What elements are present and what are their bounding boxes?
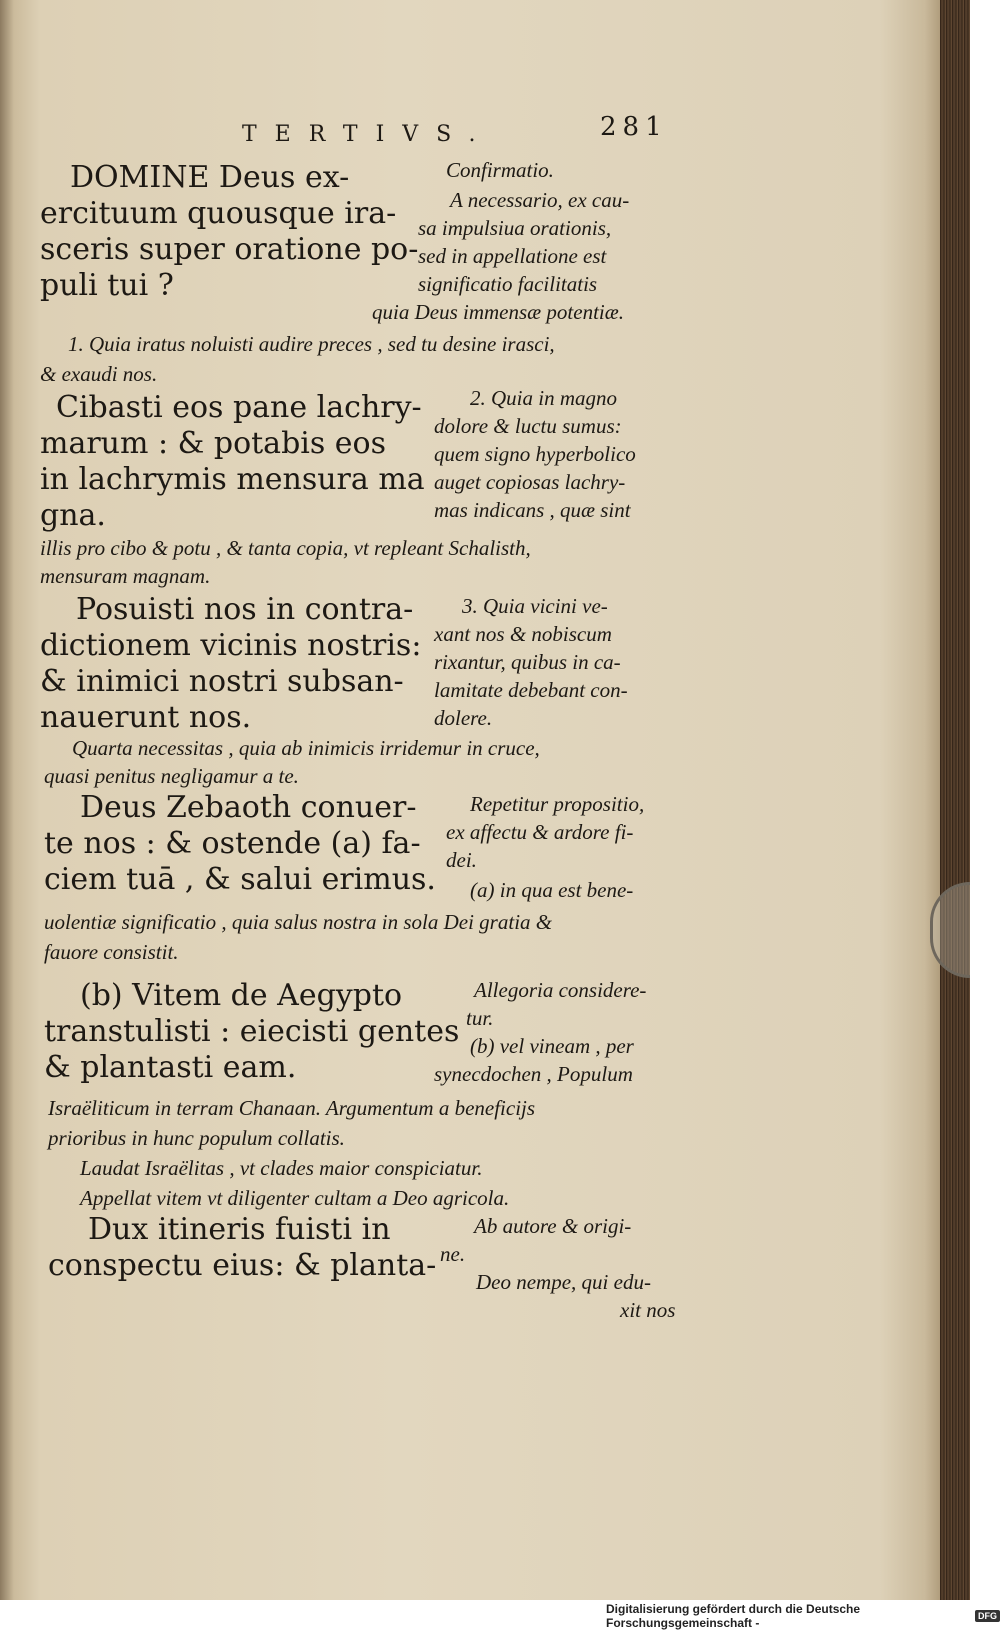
book-clasp [930, 882, 970, 978]
verse-line: Posuisti nos in contra- [76, 592, 414, 627]
verse-line: & plantasti eam. [44, 1050, 297, 1085]
gloss-line: Deo nempe, qui edu- [476, 1270, 651, 1294]
note-line: & exaudi nos. [40, 362, 158, 386]
gloss-line: dei. [446, 848, 477, 872]
verse-line: marum : & potabis eos [40, 426, 387, 461]
verse-line: nauerunt nos. [40, 700, 252, 735]
note-line: quasi penitus negligamur a te. [44, 764, 299, 788]
gloss-line: (a) in qua est bene- [470, 878, 634, 902]
note-line: illis pro cibo & potu , & tanta copia, vt repleant Schalisth, [40, 536, 531, 560]
gloss-line: ne. [440, 1242, 466, 1266]
verse-line: Cibasti eos pane lachry- [56, 390, 422, 425]
gloss-line: quem signo hyperbolico [434, 442, 636, 466]
gloss-line: ex affectu & ardore fi- [446, 820, 634, 844]
gloss-line: rixantur, quibus in ca- [434, 650, 621, 674]
verse-line: puli tui ? [40, 268, 174, 303]
gloss-line: dolore & luctu sumus: [434, 414, 622, 438]
verse-line: sceris super oratione po- [40, 232, 419, 267]
verse-line: ciem tuā , & salui erimus. [44, 862, 436, 897]
note-line: fauore consistit. [44, 940, 179, 964]
gloss-line: dolere. [434, 706, 493, 730]
gloss-line: quia Deus immensæ potentiæ. [372, 300, 624, 324]
page-edge [940, 0, 970, 1600]
verse-line: ercituum quousque ira- [40, 196, 397, 231]
note-line: Appellat vitem vt diligenter cultam a Deo agricola. [80, 1186, 510, 1210]
verse-line: te nos : & ostende (a) fa- [44, 826, 421, 861]
gloss-line: Confirmatio. [446, 158, 554, 182]
gloss-line: sa impulsiua orationis, [418, 216, 612, 240]
verse-line: dictionem vicinis nostris: [40, 628, 422, 663]
verse-line: Deus Zebaoth conuer- [80, 790, 417, 825]
gloss-line: A necessario, ex cau- [450, 188, 630, 212]
digitization-credit [606, 1602, 1000, 1630]
note-line: 1. Quia iratus noluisti audire preces , sed tu desine irasci, [68, 332, 555, 356]
gloss-line: Ab autore & origi- [474, 1214, 632, 1238]
running-title: TERTIVS. [242, 122, 494, 147]
dfg-logo-icon: DFG [975, 1610, 1000, 1622]
gloss-line: synecdochen , Populum [434, 1062, 633, 1086]
verse-line: in lachrymis mensura ma [40, 462, 425, 497]
verse-line: DOMINE Deus ex- [70, 160, 350, 195]
note-line: Quarta necessitas , quia ab inimicis irridemur in cruce, [72, 736, 540, 760]
note-line: uolentiæ significatio , quia salus nostra in sola Dei gratia & [44, 910, 553, 934]
note-line: mensuram magnam. [40, 564, 211, 588]
gloss-line: significatio facilitatis [418, 272, 598, 296]
verse-line: Dux itineris fuisti in [88, 1212, 391, 1247]
page-number: 281 [600, 112, 668, 142]
verse-line: (b) Vitem de Aegypto [80, 978, 403, 1013]
gloss-line: Allegoria considere- [474, 978, 647, 1002]
gloss-line: xit nos [620, 1298, 676, 1322]
verse-line: gna. [40, 498, 106, 533]
gloss-line: 3. Quia vicini ve- [462, 594, 608, 618]
verse-line: conspectu eius: & planta- [48, 1248, 437, 1283]
verse-line: & inimici nostri subsan- [40, 664, 404, 699]
credit-text: Digitalisierung gefördert durch die Deutsche Forschungsgemeinschaft - [606, 1602, 861, 1630]
gloss-line: xant nos & nobiscum [434, 622, 612, 646]
gloss-line: (b) vel vineam , per [470, 1034, 634, 1058]
gloss-line: auget copiosas lachry- [434, 470, 626, 494]
note-line: prioribus in hunc populum collatis. [48, 1126, 345, 1150]
verse-line: transtulisti : eiecisti gentes [44, 1014, 460, 1049]
gloss-line: sed in appellatione est [418, 244, 607, 268]
note-line: Israëliticum in terram Chanaan. Argumentum a beneficijs [48, 1096, 536, 1120]
note-line: Laudat Israëlitas , vt clades maior conspiciatur. [80, 1156, 483, 1180]
gloss-line: tur. [466, 1006, 494, 1030]
gloss-line: 2. Quia in magno [470, 386, 617, 410]
gloss-line: Repetitur propositio, [470, 792, 645, 816]
gloss-line: mas indicans , quæ sint [434, 498, 631, 522]
gloss-line: lamitate debebant con- [434, 678, 628, 702]
